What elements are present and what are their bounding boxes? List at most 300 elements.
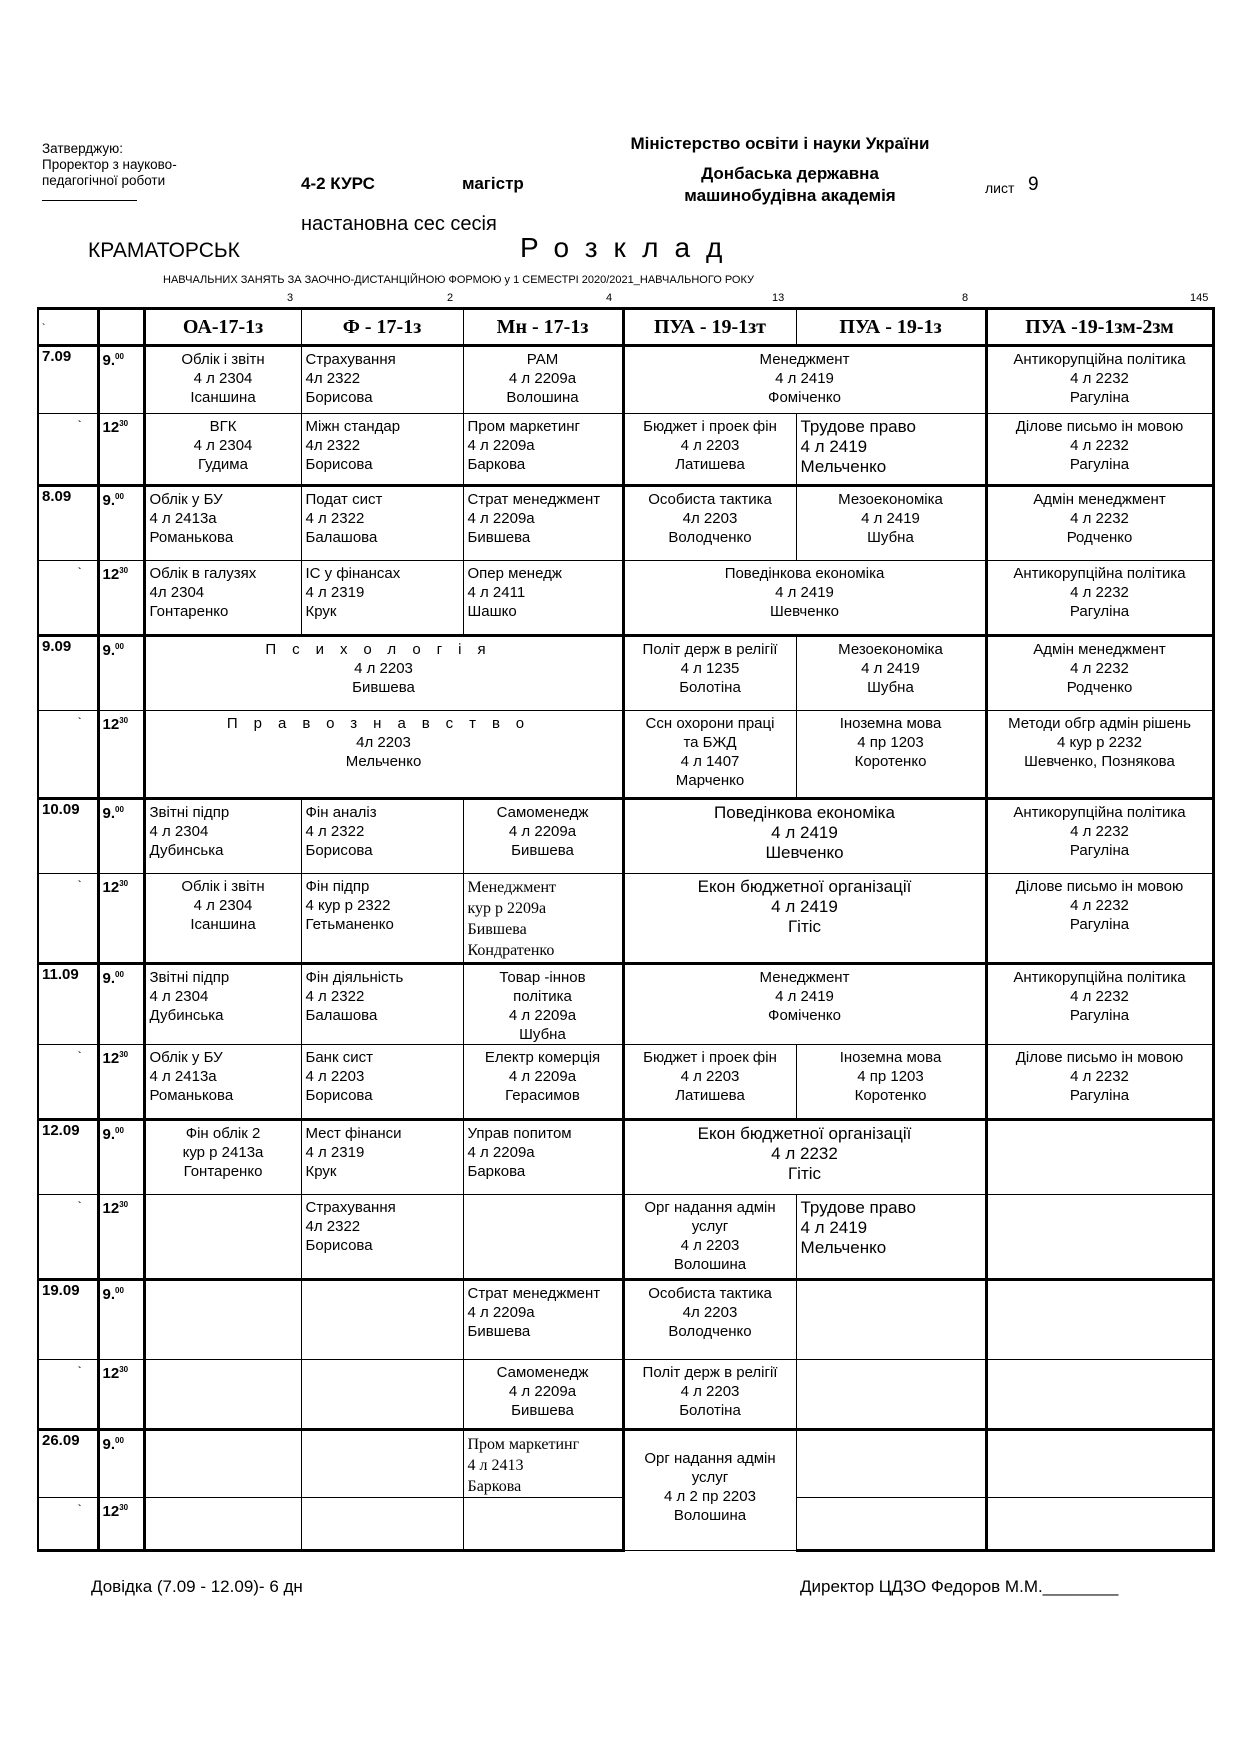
subject-name: Мезоекономіка bbox=[838, 641, 943, 658]
subject-name: Фін діяльність bbox=[305, 969, 404, 986]
degree-label: магістр bbox=[462, 174, 524, 193]
class-cell bbox=[986, 414, 1213, 486]
class-cell bbox=[144, 964, 301, 1045]
subject-name: Бюджет і проек фін bbox=[643, 1049, 777, 1066]
class-detail: 4 л 2304 bbox=[193, 437, 253, 454]
student-count: 145 bbox=[1190, 292, 1209, 304]
class-detail: Волошина bbox=[673, 1256, 747, 1273]
schedule-row bbox=[38, 1120, 1213, 1195]
class-detail: 4 л 2413 bbox=[467, 1457, 524, 1474]
class-cell bbox=[623, 711, 796, 799]
empty-cell bbox=[986, 1280, 1213, 1360]
class-detail: Волошина bbox=[673, 1507, 747, 1524]
class-cell bbox=[301, 874, 463, 964]
class-detail: 4 л 2203 bbox=[680, 437, 740, 454]
class-cell bbox=[301, 1195, 463, 1280]
time-cell: $12^{30}$ bbox=[98, 711, 144, 799]
class-detail: Шевченко bbox=[765, 843, 844, 862]
subject-name: Адмін менеджмент bbox=[1033, 641, 1166, 658]
empty-cell bbox=[986, 1430, 1213, 1498]
class-detail: Гонтаренко bbox=[183, 1163, 263, 1180]
student-count: 2 bbox=[447, 292, 454, 304]
class-cell bbox=[623, 874, 986, 964]
subject-name: Іноземна мова bbox=[839, 1049, 942, 1066]
class-detail: 4 л 1407 bbox=[680, 753, 740, 770]
date-cell: 7.09 bbox=[38, 346, 98, 414]
class-cell bbox=[301, 964, 463, 1045]
empty-cell bbox=[986, 1195, 1213, 1280]
class-detail: 4 л 2419 bbox=[800, 437, 868, 456]
class-detail: 4 л 2304 bbox=[149, 988, 209, 1005]
empty-cell bbox=[986, 1360, 1213, 1430]
schedule-row bbox=[38, 799, 1213, 874]
class-detail: Борисова bbox=[305, 456, 373, 473]
class-detail: 4 л 2411 bbox=[467, 584, 526, 601]
class-cell bbox=[623, 1120, 986, 1195]
class-detail: 4 л 2209а bbox=[508, 370, 577, 387]
sheet-label: лист bbox=[985, 180, 1015, 196]
subject-name: Антикорупційна політика bbox=[1013, 351, 1186, 368]
subject-name: Психологія bbox=[265, 641, 502, 658]
class-cell bbox=[144, 1045, 301, 1120]
class-cell bbox=[986, 1045, 1213, 1120]
class-detail: та БЖД bbox=[683, 734, 737, 751]
subject-name: Ділове письмо ін мовою bbox=[1015, 878, 1184, 895]
empty-cell bbox=[986, 1120, 1213, 1195]
class-detail: Мельченко bbox=[800, 1238, 887, 1257]
class-detail: Рагуліна bbox=[1069, 842, 1130, 859]
class-cell bbox=[144, 636, 623, 711]
class-cell bbox=[463, 1045, 623, 1120]
subject-name: Менеджмент bbox=[759, 969, 850, 986]
class-detail: Бившева bbox=[511, 842, 574, 859]
subject-name: Ділове письмо ін мовою bbox=[1015, 1049, 1184, 1066]
subject-name: Орг надання адмін bbox=[644, 1450, 776, 1467]
class-detail: Фоміченко bbox=[768, 1007, 841, 1024]
class-cell bbox=[144, 874, 301, 964]
sheet-number: 9 bbox=[1028, 174, 1039, 195]
class-detail: 4 л 2209а bbox=[508, 1383, 577, 1400]
class-detail: 4 л 2419 bbox=[771, 897, 838, 916]
class-detail: 4 л 2203 bbox=[680, 1383, 740, 1400]
date-cell: 11.09 bbox=[38, 964, 98, 1045]
class-detail: Гетьманенко bbox=[305, 916, 394, 933]
class-cell bbox=[463, 1120, 623, 1195]
class-detail: 4 л 2209а bbox=[508, 823, 577, 840]
empty-cell bbox=[301, 1280, 463, 1360]
subject-name: Мест фінанси bbox=[305, 1125, 402, 1142]
subject-name: Бюджет і проек фін bbox=[643, 418, 777, 435]
subject-name: Ссн охорони праці bbox=[645, 715, 775, 732]
class-detail: 4 л 1235 bbox=[680, 660, 740, 677]
class-detail: 4 л 2304 bbox=[193, 370, 253, 387]
subject-name: Самоменедж bbox=[496, 804, 589, 821]
time-cell: 9.00 bbox=[98, 346, 144, 414]
class-cell bbox=[623, 1360, 796, 1430]
empty-cell bbox=[144, 1195, 301, 1280]
schedule-row bbox=[38, 561, 1213, 636]
class-detail: 4 л 2 пр 2203 bbox=[664, 1488, 756, 1505]
class-detail: Рагуліна bbox=[1069, 1007, 1130, 1024]
class-detail: Баркова bbox=[467, 1163, 526, 1180]
class-cell bbox=[986, 799, 1213, 874]
class-detail: Латишева bbox=[675, 456, 745, 473]
class-detail: 4 л 2232 bbox=[1070, 584, 1129, 601]
class-detail: Кондратенко bbox=[467, 942, 555, 959]
empty-cell bbox=[796, 1498, 986, 1551]
academy-line-2: машинобудівна академія bbox=[684, 186, 896, 205]
class-detail: Гітіс bbox=[787, 917, 822, 936]
class-detail: Шубна bbox=[867, 529, 914, 546]
subject-name: Методи обгр адмін рішень bbox=[1008, 715, 1191, 732]
schedule-row bbox=[38, 1280, 1213, 1360]
class-cell bbox=[986, 486, 1213, 561]
class-detail: Романькова bbox=[149, 1087, 234, 1104]
class-detail: Коротенко bbox=[854, 753, 927, 770]
class-detail: політика bbox=[513, 988, 572, 1005]
date-cell: 26.09 bbox=[38, 1430, 98, 1498]
class-detail: услуг bbox=[691, 1469, 729, 1486]
student-count: 3 bbox=[287, 292, 294, 304]
schedule-row bbox=[38, 1360, 1213, 1430]
class-detail: 4 л 2419 bbox=[861, 510, 920, 527]
class-detail: Дубинська bbox=[149, 842, 224, 859]
class-detail: 4л 2322 bbox=[305, 437, 361, 454]
subject-name: Міжн стандар bbox=[305, 418, 401, 435]
class-detail: Мельченко bbox=[345, 753, 422, 770]
schedule-row bbox=[38, 874, 1213, 964]
time-cell: 9.00 bbox=[98, 1280, 144, 1360]
class-detail: 4 л 2413а bbox=[149, 510, 217, 527]
class-detail: Волошина bbox=[506, 389, 579, 406]
class-detail: 4 л 2319 bbox=[305, 1144, 365, 1161]
class-cell bbox=[796, 636, 986, 711]
approval-line-3: педагогічної роботи bbox=[42, 173, 166, 188]
class-cell bbox=[796, 414, 986, 486]
class-detail: Володченко bbox=[668, 529, 752, 546]
class-detail: Шубна bbox=[519, 1026, 566, 1043]
class-cell bbox=[986, 711, 1213, 799]
city-label: КРАМАТОРСЬК bbox=[88, 239, 240, 262]
student-count: 13 bbox=[772, 292, 785, 304]
class-detail: Іcаншина bbox=[190, 916, 256, 933]
subject-name: Звітні підпр bbox=[149, 804, 230, 821]
date-cell: 9.09 bbox=[38, 636, 98, 711]
class-detail: 4л 2203 bbox=[682, 510, 738, 527]
class-detail: 4л 2203 bbox=[682, 1304, 738, 1321]
class-detail: Шевченко bbox=[770, 603, 839, 620]
class-detail: Родченко bbox=[1066, 679, 1133, 696]
approval-line-2: Проректор з науково- bbox=[42, 157, 177, 172]
class-detail: Борисова bbox=[305, 842, 373, 859]
subject-name: Пром маркетинг bbox=[467, 418, 581, 435]
class-detail: 4 л 2232 bbox=[1070, 437, 1129, 454]
class-detail: Болотіна bbox=[679, 1402, 741, 1419]
class-cell bbox=[623, 1045, 796, 1120]
schedule-row bbox=[38, 636, 1213, 711]
class-detail: услуг bbox=[691, 1218, 729, 1235]
empty-cell bbox=[463, 1498, 623, 1551]
subject-name: Страхування bbox=[305, 351, 396, 368]
class-detail: Борисова bbox=[305, 1237, 373, 1254]
empty-cell bbox=[796, 1430, 986, 1498]
column-header: ПУА - 19-1зт bbox=[623, 309, 796, 346]
class-detail: 4л 2322 bbox=[305, 370, 361, 387]
empty-cell bbox=[144, 1430, 301, 1498]
class-cell bbox=[623, 346, 986, 414]
class-detail: Рагуліна bbox=[1069, 603, 1130, 620]
academy-line-1: Донбаська державна bbox=[701, 164, 879, 183]
class-cell bbox=[301, 346, 463, 414]
class-cell bbox=[623, 1280, 796, 1360]
class-detail: 4 л 2322 bbox=[305, 510, 365, 527]
time-cell: 9.00 bbox=[98, 486, 144, 561]
schedule-row bbox=[38, 414, 1213, 486]
class-detail: Мельченко bbox=[800, 457, 887, 476]
class-cell bbox=[623, 486, 796, 561]
class-detail: Бившева bbox=[467, 921, 527, 938]
date-cell: 12.09 bbox=[38, 1120, 98, 1195]
class-detail: 4 л 2322 bbox=[305, 823, 365, 840]
class-cell bbox=[144, 711, 623, 799]
subject-name: Облік у БУ bbox=[149, 491, 223, 508]
subject-name: Поведінкова економіка bbox=[714, 803, 895, 822]
empty-cell bbox=[144, 1360, 301, 1430]
subject-name: Правознавство bbox=[226, 715, 541, 732]
subject-name: Опер менедж bbox=[467, 565, 562, 582]
class-detail: Марченко bbox=[675, 772, 745, 789]
footer-signature: Директор ЦДЗО Федоров М.М.________ bbox=[800, 1577, 1119, 1596]
class-detail: 4 л 2304 bbox=[193, 897, 253, 914]
class-cell bbox=[463, 799, 623, 874]
subject-name: Фін облік 2 bbox=[185, 1125, 261, 1142]
class-detail: 4 л 2419 bbox=[775, 584, 834, 601]
class-detail: Баркова bbox=[467, 1478, 522, 1495]
subject-name: Облік у БУ bbox=[149, 1049, 223, 1066]
session-label: настановна сес сесія bbox=[301, 213, 497, 235]
class-cell bbox=[796, 1045, 986, 1120]
subject-name: Антикорупційна політика bbox=[1013, 969, 1186, 986]
subject-name: Менеджмент bbox=[759, 351, 850, 368]
class-detail: 4л 2203 bbox=[356, 734, 411, 751]
date-cell: ` bbox=[38, 561, 98, 636]
class-cell bbox=[463, 1360, 623, 1430]
subject-name: Фін підпр bbox=[305, 878, 370, 895]
class-detail: 4 кур р 2232 bbox=[1057, 734, 1142, 751]
class-detail: Бившева bbox=[352, 679, 415, 696]
subject-name: Особиста тактика bbox=[648, 491, 772, 508]
class-detail: 4 л 2319 bbox=[305, 584, 365, 601]
subject-name: Банк сист bbox=[305, 1049, 373, 1066]
subject-name: РАМ bbox=[526, 351, 559, 368]
class-detail: 4 л 2322 bbox=[305, 988, 365, 1005]
subject-name: Трудове право bbox=[800, 1198, 916, 1217]
class-cell bbox=[623, 964, 986, 1045]
course-label: 4-2 КУРС bbox=[301, 174, 375, 193]
class-detail: 4 л 2232 bbox=[1070, 510, 1129, 527]
class-cell bbox=[986, 561, 1213, 636]
column-header: Ф - 17-1з bbox=[301, 309, 463, 346]
time-cell: $12^{30}$ bbox=[98, 561, 144, 636]
academy-title bbox=[640, 163, 940, 207]
class-cell bbox=[463, 561, 623, 636]
subject-name: Екон бюджетної організації bbox=[697, 877, 912, 896]
column-header: ПУА -19-1зм-2зм bbox=[986, 309, 1213, 346]
empty-cell bbox=[301, 1498, 463, 1551]
class-detail: Гітіс bbox=[787, 1164, 822, 1183]
class-cell bbox=[463, 1430, 623, 1498]
date-cell: ` bbox=[38, 1360, 98, 1430]
header-date-cell: ` bbox=[38, 309, 98, 346]
subject-name: Поведінкова економіка bbox=[724, 565, 885, 582]
column-header: Мн - 17-1з bbox=[463, 309, 623, 346]
subject-name: Звітні підпр bbox=[149, 969, 230, 986]
empty-cell bbox=[144, 1498, 301, 1551]
class-detail: 4 пр 1203 bbox=[857, 734, 924, 751]
class-detail: Іcаншина bbox=[190, 389, 256, 406]
class-detail: Герасимов bbox=[505, 1087, 580, 1104]
class-cell bbox=[144, 561, 301, 636]
class-detail: 4 л 2209а bbox=[508, 1007, 577, 1024]
class-cell bbox=[623, 414, 796, 486]
time-cell: 9.00 bbox=[98, 1430, 144, 1498]
time-cell: 9.00 bbox=[98, 799, 144, 874]
class-detail: 4 л 2209а bbox=[508, 1068, 577, 1085]
empty-cell bbox=[796, 1280, 986, 1360]
time-cell: $12^{30}$ bbox=[98, 1498, 144, 1551]
subject-name: Ділове письмо ін мовою bbox=[1015, 418, 1184, 435]
class-detail: 4 л 2419 bbox=[775, 988, 834, 1005]
class-detail: 4 л 2203 bbox=[354, 660, 413, 677]
class-cell bbox=[623, 1430, 796, 1551]
class-detail: 4 л 2209а bbox=[467, 510, 535, 527]
header-row bbox=[38, 309, 1213, 346]
class-detail: 4 кур р 2322 bbox=[305, 897, 391, 914]
class-detail: 4 л 2232 bbox=[1070, 988, 1129, 1005]
subject-name: Фін аналіз bbox=[305, 804, 377, 821]
subject-name: Політ держ в релігії bbox=[642, 641, 778, 658]
class-detail: 4 л 2209а bbox=[467, 1144, 535, 1161]
class-detail: 4 л 2203 bbox=[305, 1068, 365, 1085]
class-detail: Рагуліна bbox=[1069, 1087, 1130, 1104]
class-detail: Болотіна bbox=[679, 679, 741, 696]
time-cell: 9.00 bbox=[98, 964, 144, 1045]
approval-block bbox=[42, 141, 177, 189]
empty-cell bbox=[796, 1360, 986, 1430]
subject-name: Управ попитом bbox=[467, 1125, 572, 1142]
class-detail: 4 л 2232 bbox=[1070, 660, 1129, 677]
subject-name: Екон бюджетної організації bbox=[697, 1124, 912, 1143]
class-cell bbox=[144, 414, 301, 486]
signature-line bbox=[42, 200, 137, 201]
class-cell bbox=[463, 486, 623, 561]
ministry-title: Міністерство освіти і науки України bbox=[630, 134, 930, 153]
class-detail: Рагуліна bbox=[1069, 916, 1130, 933]
footer-note: Довідка (7.09 - 12.09)- 6 дн bbox=[91, 1577, 303, 1596]
subject-name: Подат сист bbox=[305, 491, 383, 508]
class-detail: 4 л 2419 bbox=[861, 660, 920, 677]
class-detail: Володченко bbox=[668, 1323, 752, 1340]
class-detail: 4 л 2419 bbox=[771, 823, 838, 842]
subject-name: Пром маркетинг bbox=[467, 1436, 580, 1453]
subject-name: Облік і звітн bbox=[181, 351, 265, 368]
class-detail: 4 л 2203 bbox=[680, 1068, 740, 1085]
column-header: ПУА - 19-1з bbox=[796, 309, 986, 346]
schedule-row bbox=[38, 486, 1213, 561]
time-cell: $12^{30}$ bbox=[98, 414, 144, 486]
class-detail: 4 л 2209а bbox=[467, 1304, 535, 1321]
class-detail: 4 л 2304 bbox=[149, 823, 209, 840]
class-detail: кур р 2209а bbox=[467, 900, 547, 917]
class-detail: Шашко bbox=[467, 603, 517, 620]
class-detail: кур р 2413а bbox=[182, 1144, 264, 1161]
class-cell bbox=[986, 346, 1213, 414]
document-title: Розклад bbox=[520, 232, 739, 263]
class-detail: 4л 2322 bbox=[305, 1218, 361, 1235]
date-cell: ` bbox=[38, 1195, 98, 1280]
subject-name: Іноземна мова bbox=[839, 715, 942, 732]
class-detail: Шубна bbox=[867, 679, 914, 696]
subject-name: Товар -іннов bbox=[499, 969, 586, 986]
subject-name: Облік і звітн bbox=[181, 878, 265, 895]
class-cell bbox=[301, 1120, 463, 1195]
class-cell bbox=[144, 486, 301, 561]
schedule-row bbox=[38, 1430, 1213, 1498]
class-detail: Фоміченко bbox=[768, 389, 841, 406]
class-detail: 4 л 2419 bbox=[800, 1218, 868, 1237]
class-cell bbox=[301, 1045, 463, 1120]
class-detail: 4 л 2232 bbox=[771, 1144, 838, 1163]
class-detail: Латишева bbox=[675, 1087, 745, 1104]
date-cell: ` bbox=[38, 874, 98, 964]
empty-cell bbox=[301, 1360, 463, 1430]
schedule-row bbox=[38, 1195, 1213, 1280]
class-detail: Борисова bbox=[305, 389, 373, 406]
class-detail: 4 пр 1203 bbox=[857, 1068, 924, 1085]
class-detail: 4 л 2232 bbox=[1070, 897, 1129, 914]
time-cell: 9.00 bbox=[98, 1120, 144, 1195]
class-detail: Гонтаренко bbox=[149, 603, 229, 620]
date-cell: 10.09 bbox=[38, 799, 98, 874]
class-detail: 4 л 2232 bbox=[1070, 823, 1129, 840]
subject-name: Орг надання адмін bbox=[644, 1199, 776, 1216]
class-cell bbox=[463, 964, 623, 1045]
class-cell bbox=[623, 799, 986, 874]
class-detail: Бившева bbox=[467, 529, 531, 546]
class-cell bbox=[301, 561, 463, 636]
subject-name: Антикорупційна політика bbox=[1013, 804, 1186, 821]
subject-name: Страт менеджмент bbox=[467, 1285, 601, 1302]
class-detail: Рагуліна bbox=[1069, 389, 1130, 406]
class-detail: Рагуліна bbox=[1069, 456, 1130, 473]
subject-name: Особиста тактика bbox=[648, 1285, 772, 1302]
class-cell bbox=[301, 799, 463, 874]
class-cell bbox=[986, 636, 1213, 711]
class-detail: Родченко bbox=[1066, 529, 1133, 546]
date-cell: ` bbox=[38, 1498, 98, 1551]
class-detail: Романькова bbox=[149, 529, 234, 546]
class-cell bbox=[986, 964, 1213, 1045]
class-detail: 4 л 2203 bbox=[680, 1237, 740, 1254]
class-cell bbox=[796, 486, 986, 561]
subject-name: ВГК bbox=[209, 418, 237, 435]
date-cell: 19.09 bbox=[38, 1280, 98, 1360]
class-cell bbox=[463, 414, 623, 486]
student-count: 8 bbox=[962, 292, 969, 304]
schedule-row bbox=[38, 964, 1213, 1045]
class-cell bbox=[796, 1195, 986, 1280]
column-header: ОА-17-1з bbox=[144, 309, 301, 346]
